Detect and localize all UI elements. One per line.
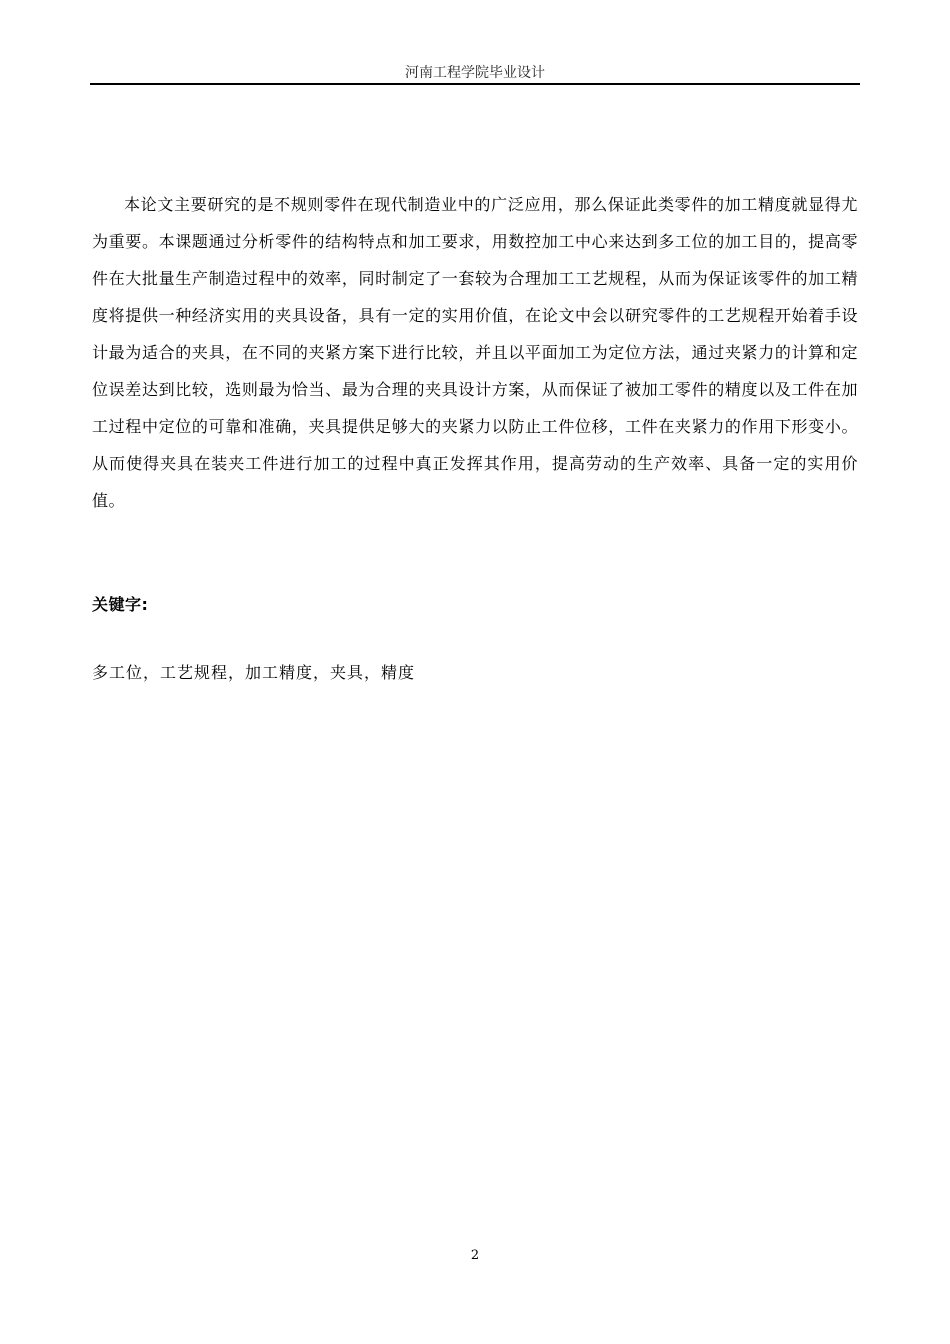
keywords-list: 多工位，工艺规程，加工精度，夹具，精度 [92,663,416,682]
page-number: 2 [470,1248,480,1263]
keywords-heading: 关键字: [92,595,149,614]
page-header-title: 河南工程学院毕业设计 [405,65,545,81]
header-divider [90,83,860,85]
abstract-paragraph: 本论文主要研究的是不规则零件在现代制造业中的广泛应用，那么保证此类零件的加工精度就显得尤为重要。本课题通过分析零件的结构特点和加工要求，用数控加工中心来达到多工位的加工目的，提高零件在大批量生产制造过程中的效率，同时制定了一套较为合理加工工艺规程，从而为保证该零件的加工精度将提供一种经济实用的夹具设备，具有一定的实用价值，在论文中会以研究零件的工艺规程开始着手设计最为适合的夹具，在不同的夹紧方案下进行比较，并且以平面加工为定位方法，通过夹紧力的计算和定位误差达到比较，选则最为恰当、最为合理的夹具设计方案，从而保证了被加工零件的精度以及工件在加工过程中定位的可靠和准确，夹具提供足够大的夹紧力以防止工件位移，工件在夹紧力的作用下形变小。从而使得夹具在装夹工件进行加工的过程中真正发挥其作用，提高劳动的生产效率、具备一定的实用价值。 [92,195,858,510]
